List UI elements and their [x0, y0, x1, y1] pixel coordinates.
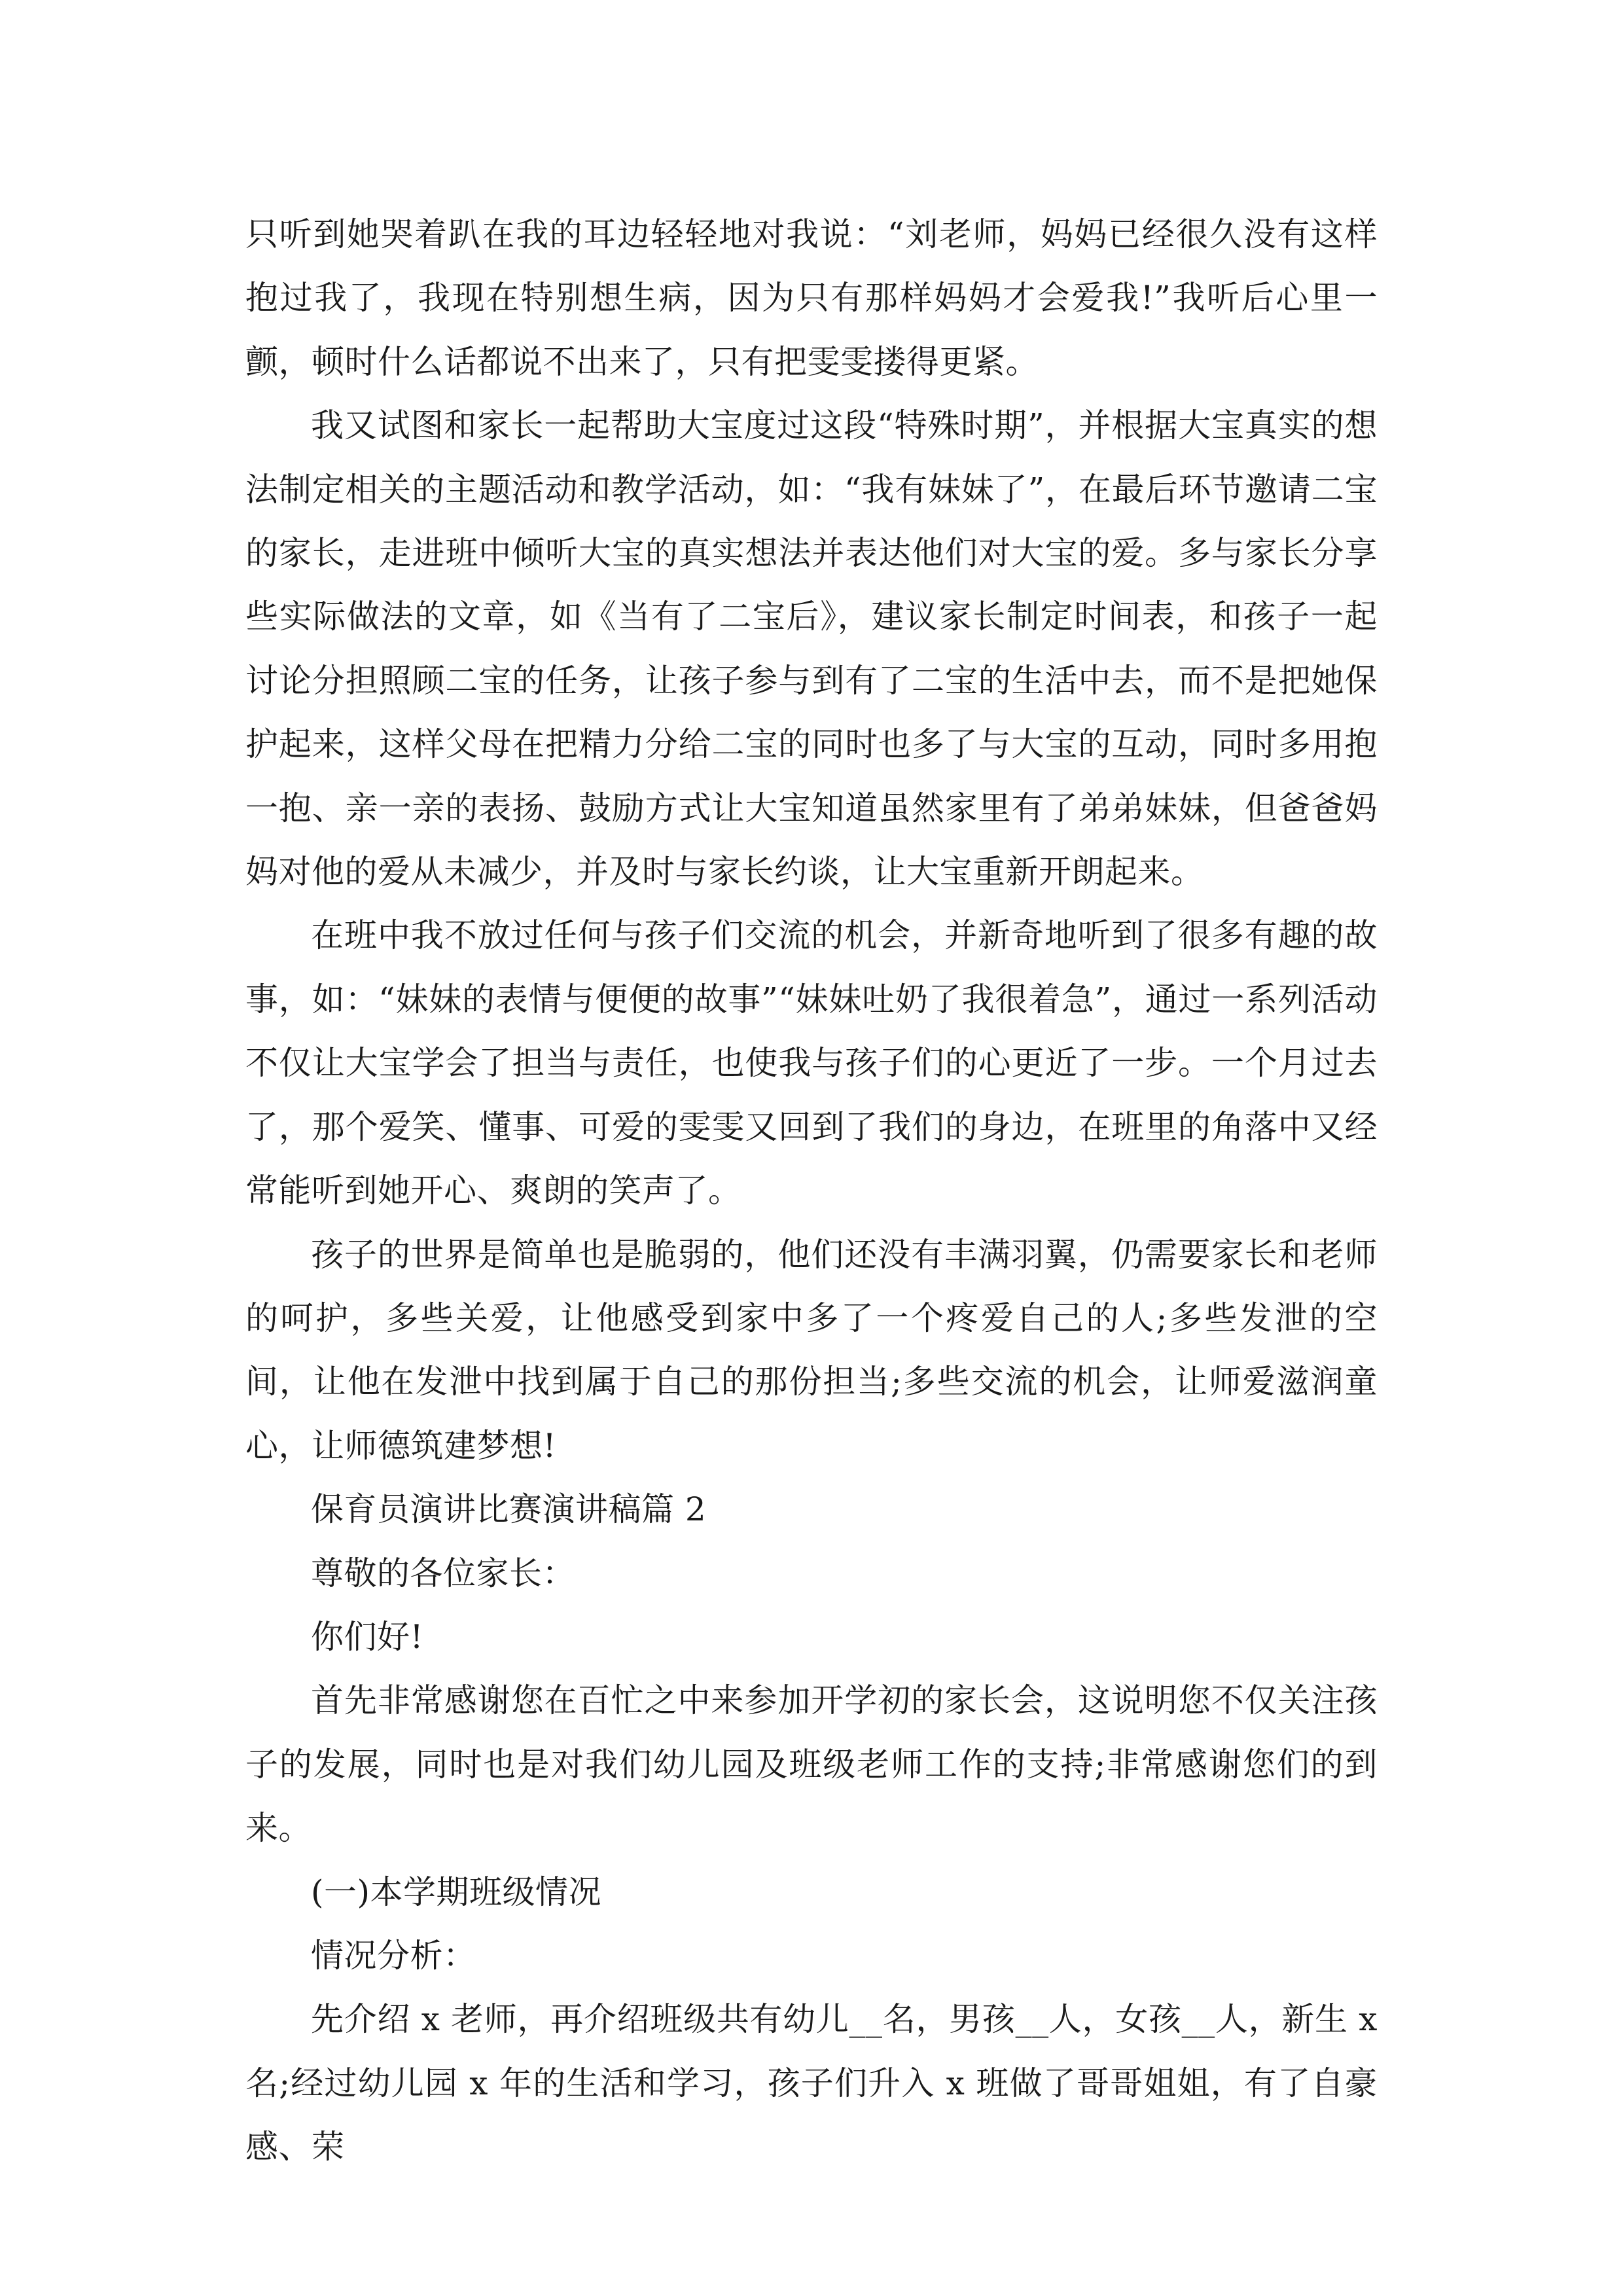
section-heading: 保育员演讲比赛演讲稿篇 2	[311, 1490, 707, 1529]
subsection-heading: (一)本学期班级情况	[311, 1873, 602, 1911]
salutation: 尊敬的各位家长：	[311, 1554, 575, 1592]
document-body	[245, 203, 1378, 2179]
paragraph-body: 我又试图和家长一起帮助大宝度过这段“特殊时期”，并根据大宝真实的想法制定相关的主题活动和教学活动，如：“我有妹妹了”，在最后环节邀请二宝的家长，走进班中倾听大宝的真实想法并表达他们对大宝的爱。多与家长分享些实际做法的文章，如《当有了二宝后》，建议家长制定时间表，和孩子一起讨论分担照顾二宝的任务，让孩子参与到有了二宝的生活中去，而不是把她保护起来，这样父母在把精力分给二宝的同时也多了与大宝的互动，同时多用抱一抱、亲一亲的表扬、鼓励方式让大宝知道虽然家里有了弟弟妹妹，但爸爸妈妈对他的爱从未减少，并及时与家长约谈，让大宝重新开朗起来。	[245, 406, 1378, 891]
paragraph-body: 在班中我不放过任何与孩子们交流的机会，并新奇地听到了很多有趣的故事，如：“妹妹的表情与便便的故事”“妹妹吐奶了我很着急”，通过一系列活动不仅让大宝学会了担当与责任，也使我与孩子们的心更近了一步。一个月过去了，那个爱笑、懂事、可爱的雯雯又回到了我们的身边，在班里的角落中又经常能听到她开心、爽朗的笑声了。	[245, 916, 1378, 1210]
subsection-label: 情况分析：	[311, 1936, 476, 1975]
paragraph-body: 先介绍 x 老师，再介绍班级共有幼儿__名，男孩__人，女孩__人，新生 x 名;经过幼儿园 x 年的生活和学习，孩子们升入 x 班做了哥哥姐姐，有了自豪感、荣	[245, 2000, 1378, 2166]
paragraph-body: 孩子的世界是简单也是脆弱的，他们还没有丰满羽翼，仍需要家长和老师的呵护，多些关爱，让他感受到家中多了一个疼爱自己的人;多些发泄的空间，让他在发泄中找到属于自己的那份担当;多些交流的机会，让师爱滋润童心，让师德筑建梦想!	[245, 1235, 1378, 1465]
greeting: 你们好!	[311, 1617, 424, 1656]
paragraph-body: 首先非常感谢您在百忙之中来参加开学初的家长会，这说明您不仅关注孩子的发展，同时也是对我们幼儿园及班级老师工作的支持;非常感谢您们的到来。	[245, 1681, 1378, 1848]
paragraph-continuation: 只听到她哭着趴在我的耳边轻轻地对我说：“刘老师，妈妈已经很久没有这样抱过我了，我现在特别想生病，因为只有那样妈妈才会爱我!”我听后心里一颤，顿时什么话都说不出来了，只有把雯雯搂得更紧。	[245, 215, 1378, 381]
